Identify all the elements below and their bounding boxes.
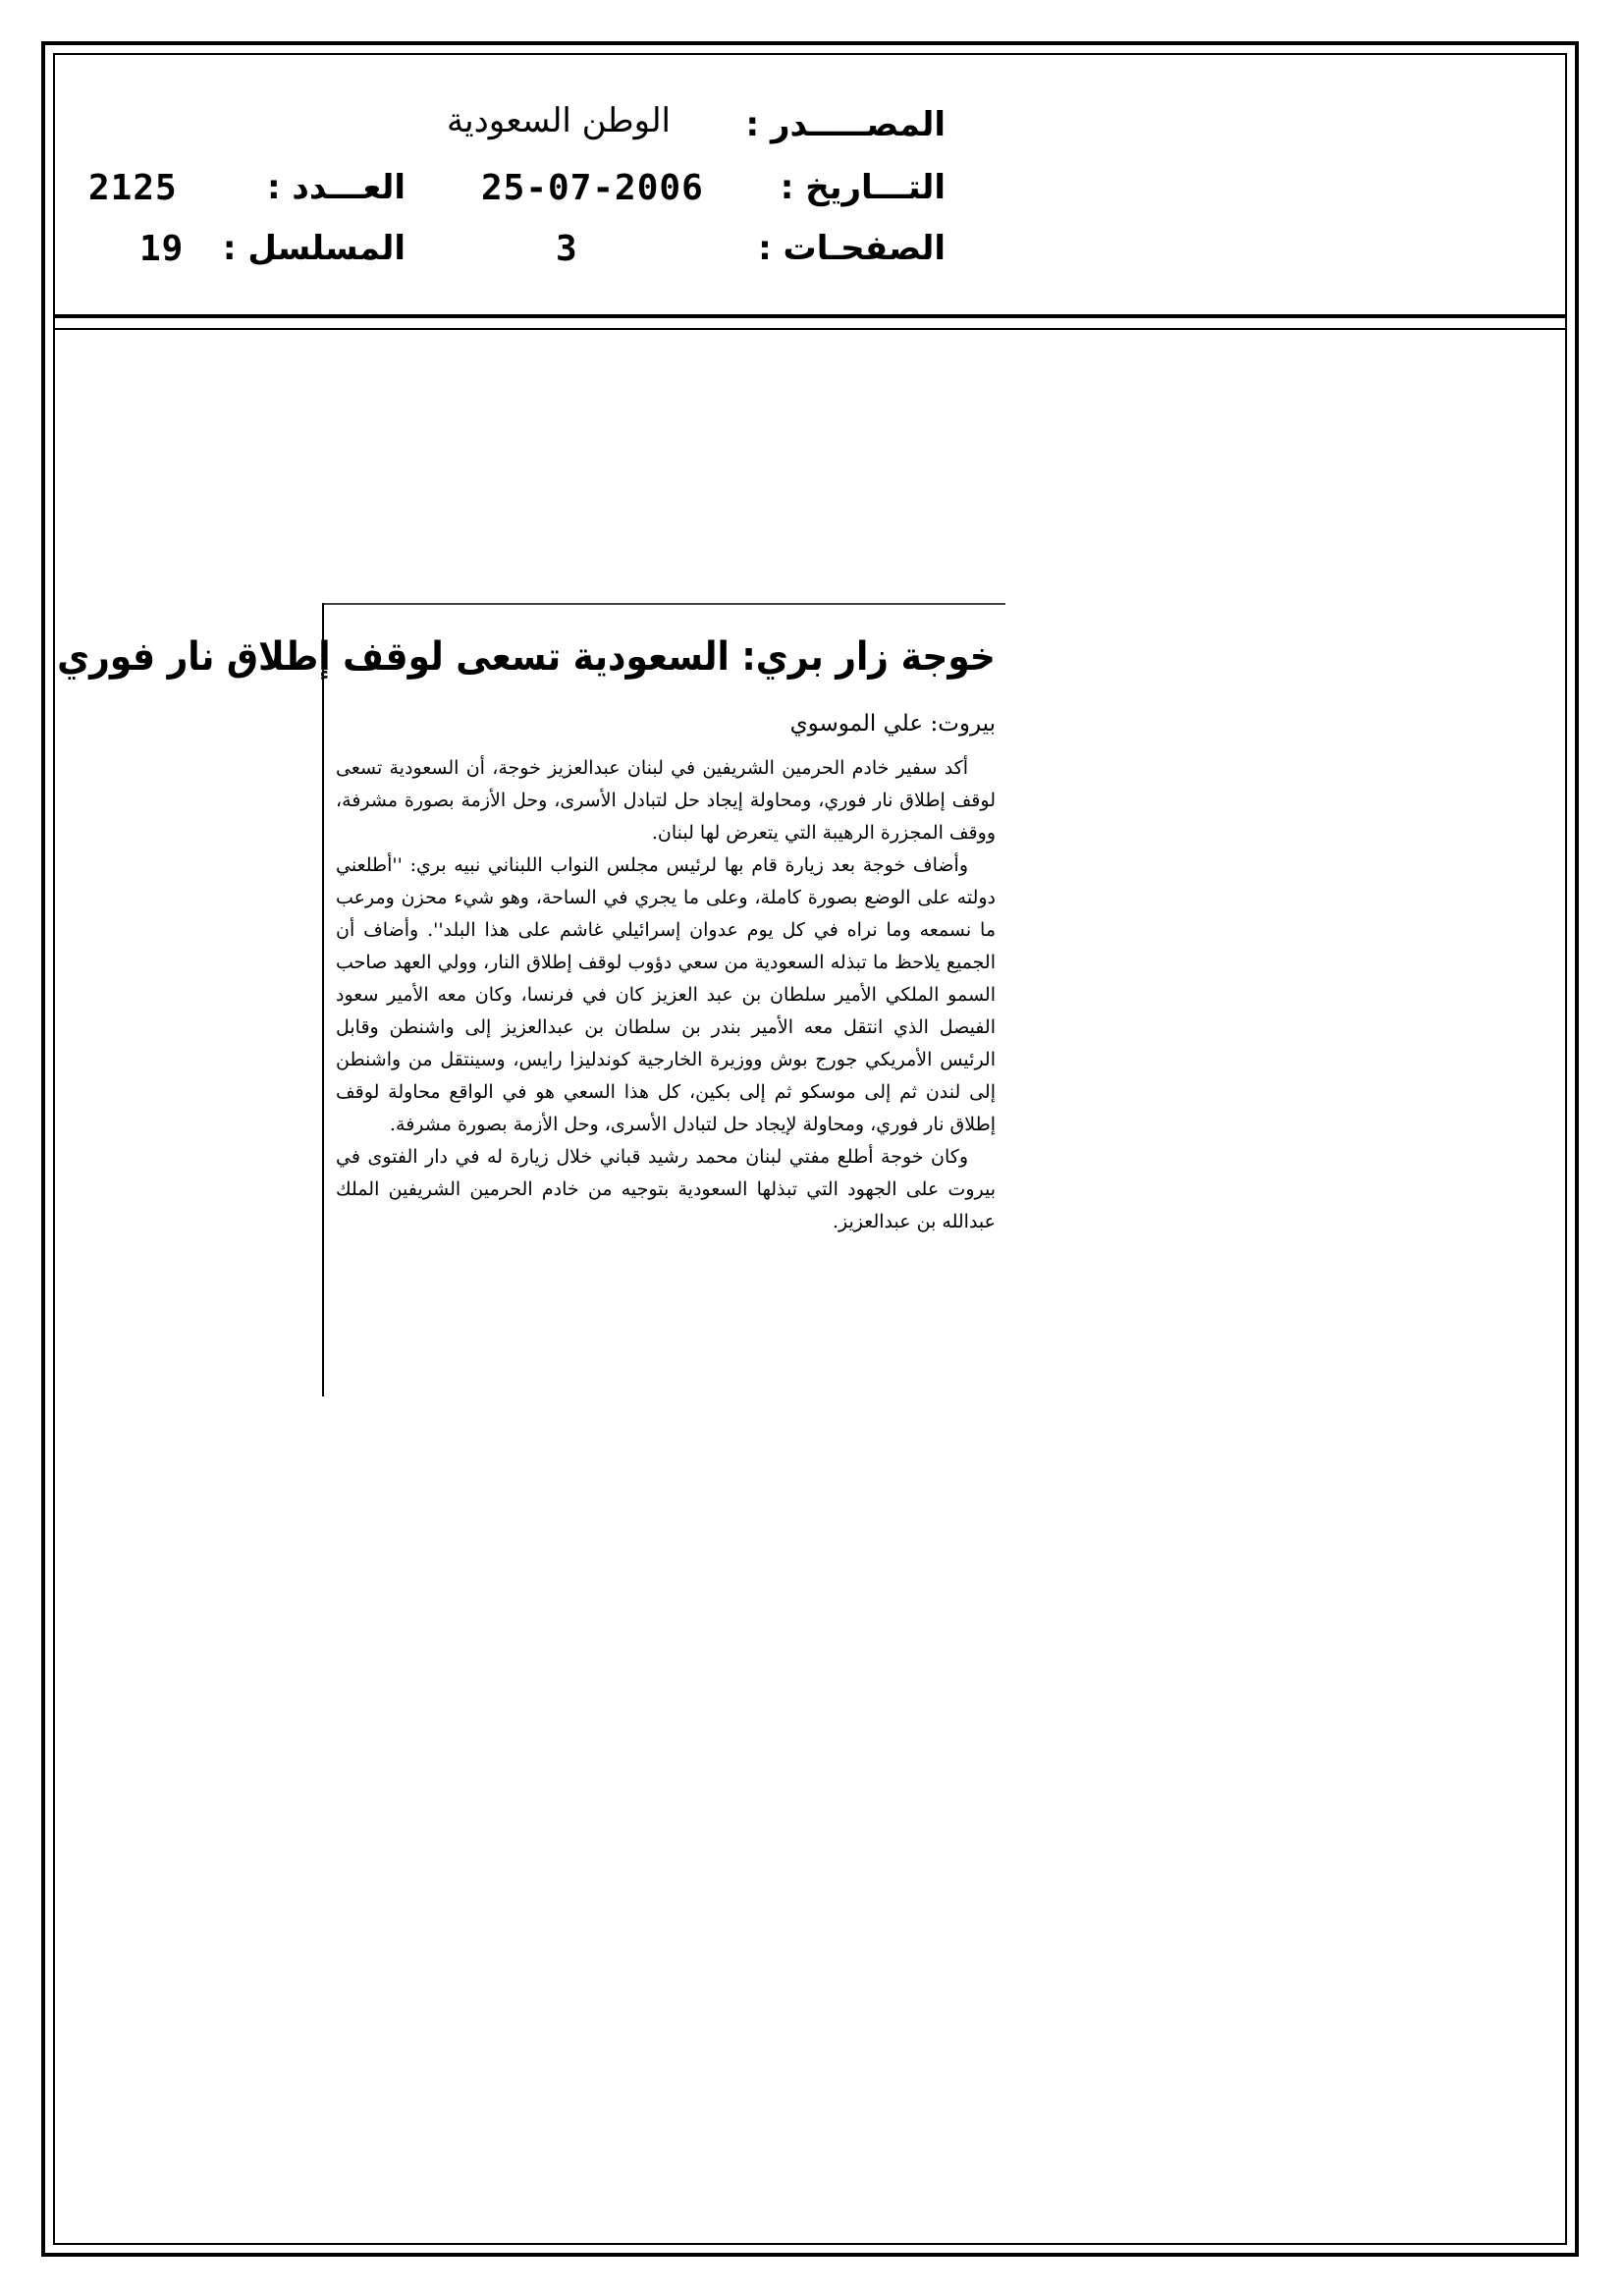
pages-value: 3 bbox=[556, 229, 578, 269]
date-label: التـــاريخ : bbox=[780, 168, 946, 207]
newspaper-clipping bbox=[57, 603, 1005, 1396]
source-label: المصـــــدر : bbox=[745, 105, 946, 144]
article-body bbox=[336, 752, 996, 1238]
article-paragraph: وأضاف خوجة بعد زيارة قام بها لرئيس مجلس النواب اللبناني نبيه بري: ''أطلعني دولته على الوضع بصورة كاملة، وعلى ما يجري في الساحة، وهو شيء محزن ومرعب ما نسمعه وما نراه في كل يوم عدوان إسرائيلي غاشم على هذا البلد''. وأضاف أن الجميع يلاحظ ما تبذله السعودية من سعي دؤوب لوقف إطلاق النار، وولي العهد صاحب السمو الملكي الأمير سلطان بن عبد العزيز كان في فرنسا، وكان معه الأمير سعود الفيصل الذي انتقل معه الأمير بندر بن سلطان بن عبدالعزيز إلى واشنطن وقابل الرئيس الأمريكي جورج بوش ووزيرة الخارجية كوندليزا رايس، وسينتقل من واشنطن إلى لندن ثم إلى موسكو ثم إلى بكين، كل هذا السعي هو في الواقع محاولة لوقف إطلاق نار فوري، ومحاولة لإيجاد حل لتبادل الأسرى، وحل الأزمة بصورة مشرفة. bbox=[336, 854, 996, 1135]
date-value: 25-07-2006 bbox=[481, 168, 704, 208]
source-value: الوطن السعودية bbox=[446, 101, 671, 140]
article-headline: خوجة زار بري: السعودية تسعى لوقف إطلاق نار فوري bbox=[57, 634, 996, 680]
header-divider bbox=[53, 314, 1567, 318]
pages-label: الصفحـات : bbox=[758, 229, 946, 268]
serial-value: 19 bbox=[139, 229, 185, 269]
header-divider-thin bbox=[53, 328, 1567, 330]
article-paragraph: وكان خوجة أطلع مفتي لبنان محمد رشيد قباني خلال زيارة له في دار الفتوى في بيروت على الجهود التي تبذلها السعودية بتوجيه من خادم الحرمين الشريفين الملك عبدالله بن عبدالعزيز. bbox=[336, 1146, 996, 1232]
article-byline: بيروت: علي الموسوي bbox=[789, 711, 996, 737]
serial-label: المسلسل : bbox=[222, 229, 406, 268]
issue-value: 2125 bbox=[88, 168, 178, 208]
issue-label: العـــدد : bbox=[267, 168, 406, 207]
article-paragraph: أكد سفير خادم الحرمين الشريفين في لبنان عبدالعزيز خوجة، أن السعودية تسعى لوقف إطلاق نار فوري، ومحاولة إيجاد حل لتبادل الأسرى، وحل الأزمة بصورة مشرفة، ووقف المجزرة الرهيبة التي يتعرض لها لبنان. bbox=[336, 757, 996, 844]
